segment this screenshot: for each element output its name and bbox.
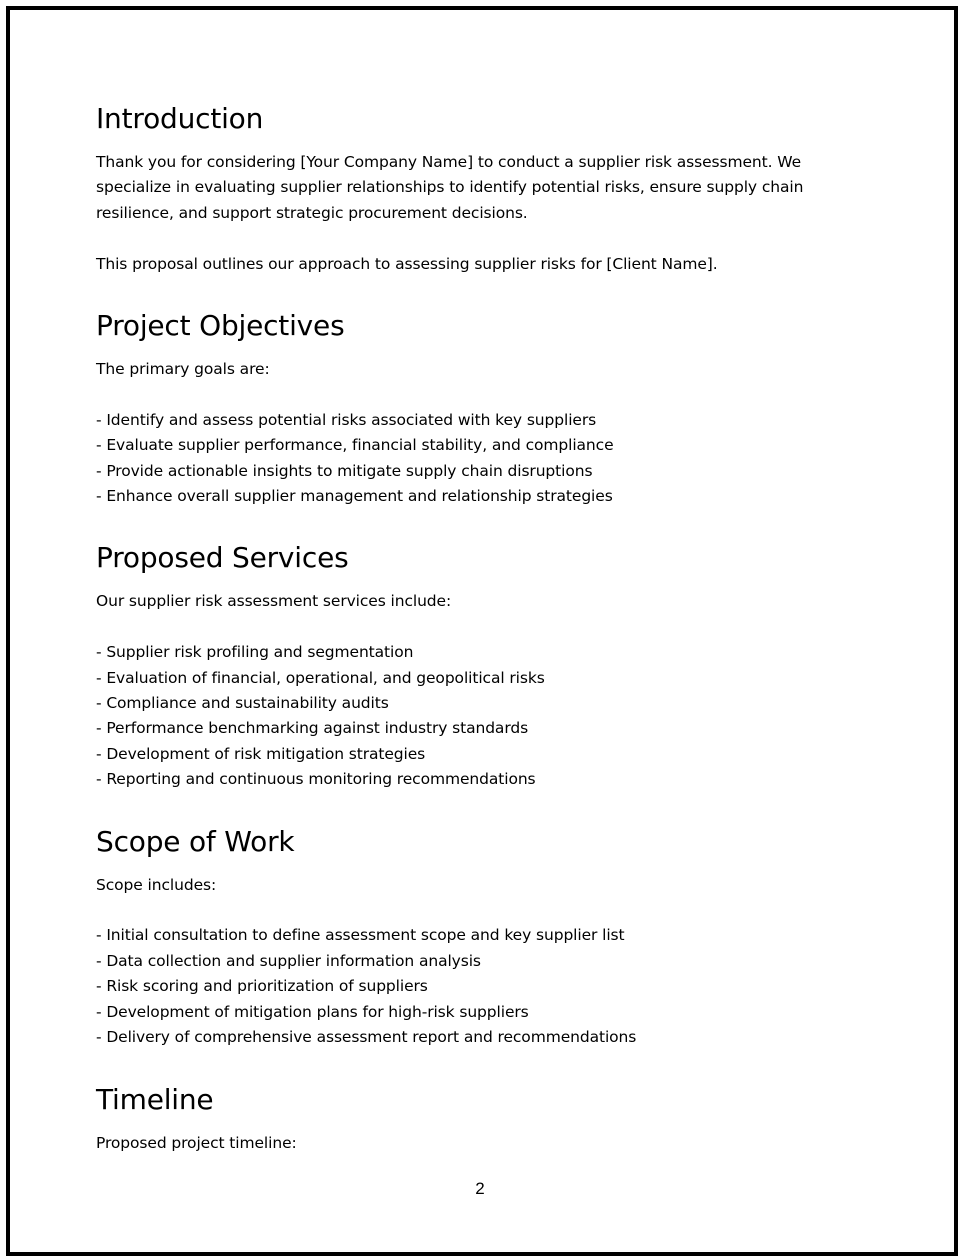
services-intro: Our supplier risk assessment services include: <box>96 592 452 611</box>
list-item: - Initial consultation to define assessment scope and key supplier list <box>96 926 625 945</box>
list-item: - Delivery of comprehensive assessment report and recommendations <box>96 1028 637 1047</box>
page-number: 2 <box>475 1179 485 1198</box>
timeline-intro: Proposed project timeline: <box>96 1133 297 1152</box>
scope-intro: Scope includes: <box>96 875 217 894</box>
list-item: - Development of risk mitigation strategies <box>96 744 426 763</box>
list-item: - Risk scoring and prioritization of suppliers <box>96 977 428 996</box>
objectives-heading: Project Objectives <box>96 309 345 343</box>
services-heading: Proposed Services <box>96 541 349 575</box>
introduction-proposal-paragraph: This proposal outlines our approach to assessing supplier risks for [Client Name]. <box>96 254 718 273</box>
timeline-heading: Timeline <box>96 1082 214 1116</box>
list-item: - Enhance overall supplier management and relationship strategies <box>96 487 613 506</box>
list-item: - Compliance and sustainability audits <box>96 694 389 713</box>
objectives-intro: The primary goals are: <box>96 360 270 379</box>
list-item: - Supplier risk profiling and segmentation <box>96 643 414 662</box>
document-body <box>96 96 876 1156</box>
list-item: - Evaluate supplier performance, financial stability, and compliance <box>96 436 614 455</box>
services-list <box>96 640 876 792</box>
list-item: - Development of mitigation plans for high-risk suppliers <box>96 1002 529 1021</box>
list-item: - Data collection and supplier information analysis <box>96 951 481 970</box>
scope-list <box>96 923 876 1050</box>
scope-heading: Scope of Work <box>96 824 295 858</box>
list-item: - Performance benchmarking against industry standards <box>96 719 529 738</box>
introduction-paragraph: Thank you for considering [Your Company Name] to conduct a supplier risk assessment. We specialize in evaluating supplier relationships to identify potential risks, ensure supply chain resilience, and support strategic procurement decisions. <box>96 153 804 222</box>
list-item: - Identify and assess potential risks associated with key suppliers <box>96 410 597 429</box>
introduction-heading: Introduction <box>96 102 264 135</box>
list-item: - Provide actionable insights to mitigate supply chain disruptions <box>96 461 593 480</box>
list-item: - Evaluation of financial, operational, and geopolitical risks <box>96 668 545 687</box>
list-item: - Reporting and continuous monitoring recommendations <box>96 770 536 789</box>
objectives-list <box>96 408 876 510</box>
